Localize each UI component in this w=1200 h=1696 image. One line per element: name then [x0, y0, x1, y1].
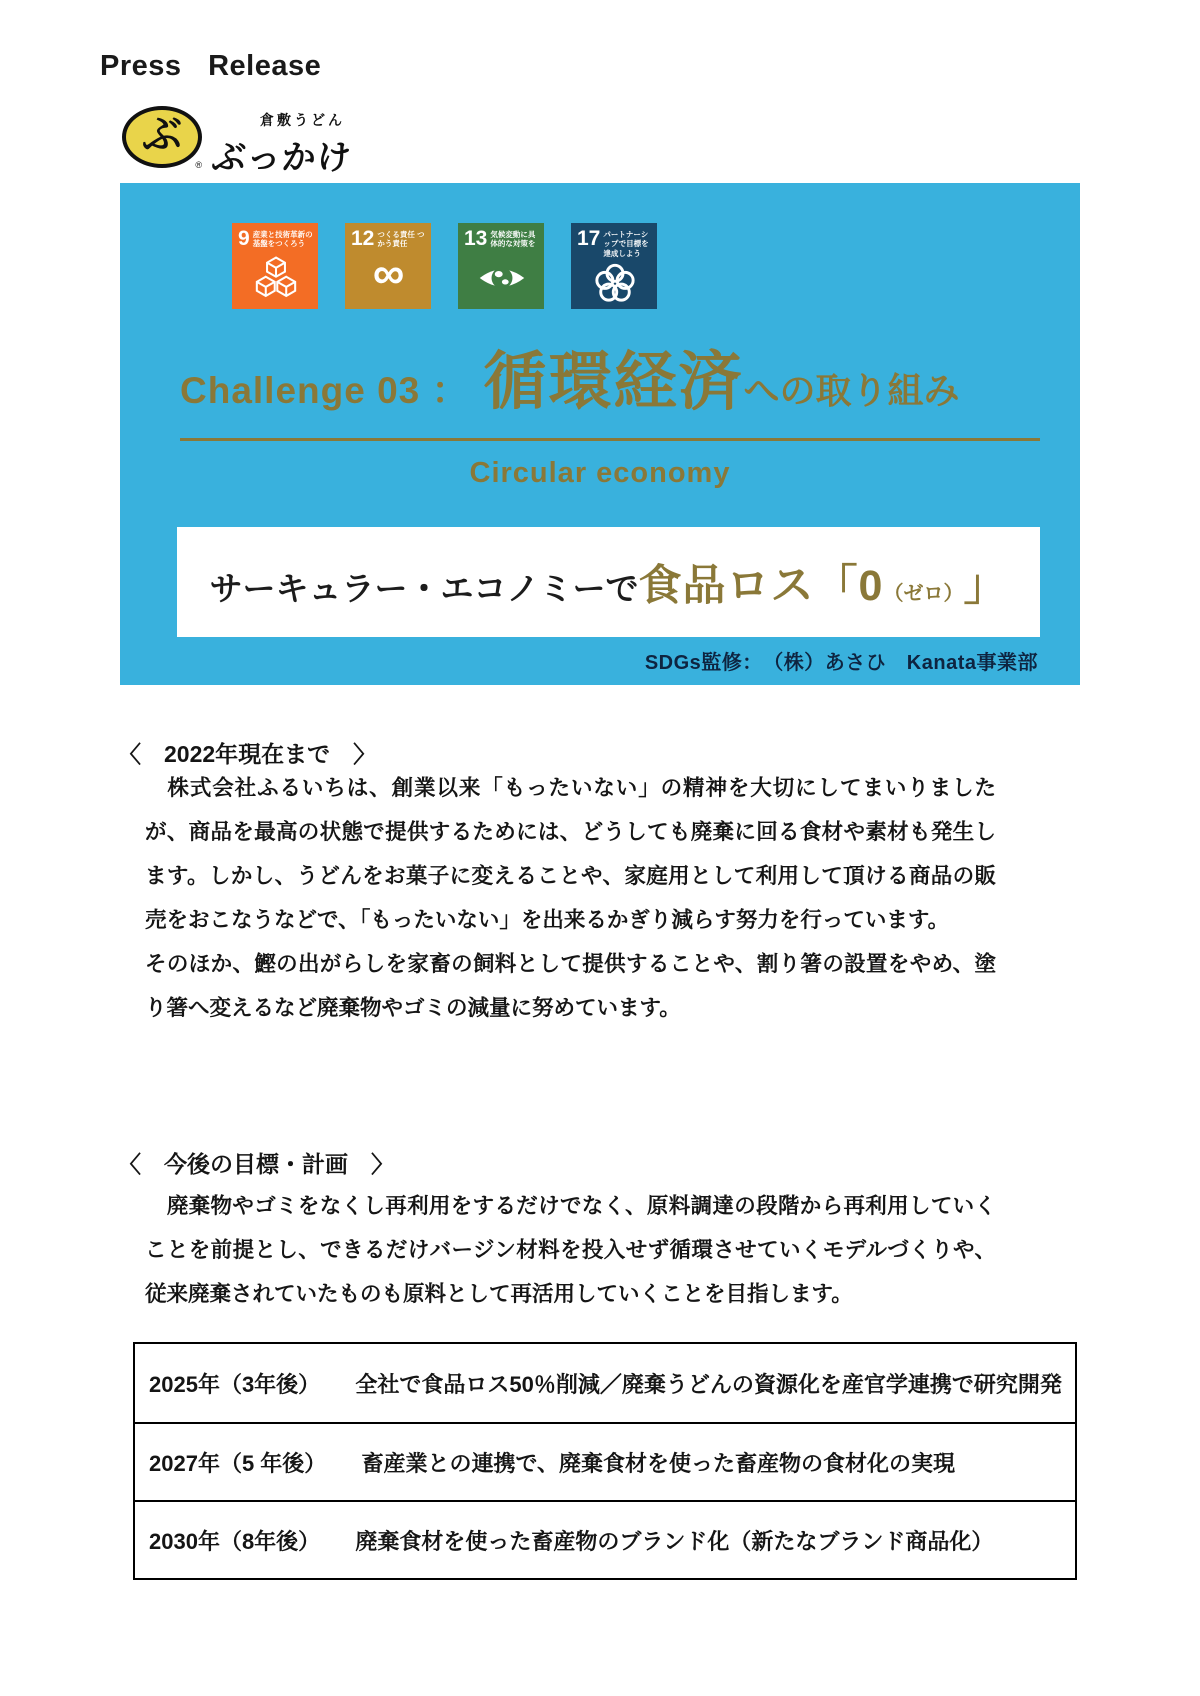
logo-text	[212, 106, 352, 179]
paragraph: 廃棄物やゴミをなくし再利用をするだけでなく、原料調達の段階から再利用していくことを前提とし、できるだけバージン材料を投入せず循環させていくモデルづくりや、従来廃棄されていたものも原料として再活用していくことを目指します。	[145, 1194, 996, 1306]
sdg-goal-13-tile	[458, 223, 544, 309]
circular-economy-subtitle: Circular economy	[469, 457, 731, 489]
sdg-goal-9-tile	[232, 223, 318, 309]
logo-subtitle: 倉敷うどん	[260, 112, 345, 128]
milestone-text: 畜産業との連携で、廃棄食材を使った畜産物の食材化の実現	[361, 1450, 956, 1476]
challenge-main-title: 循環経済	[483, 347, 744, 417]
sdg-goal-12-header	[351, 228, 426, 249]
sdg-banner	[120, 183, 1080, 685]
future-goals-body	[145, 1184, 996, 1316]
sdg-goal-13-header	[464, 228, 539, 249]
table-row-2027	[135, 1422, 1075, 1500]
climate-eye-globe-icon	[464, 249, 539, 306]
table-row-2030	[135, 1500, 1075, 1578]
food-loss-zero-text	[210, 552, 1008, 613]
page-title: Press Release	[100, 50, 322, 82]
section-heading-current-status: 〈 2022年現在まで 〉	[118, 741, 377, 767]
paragraph: 株式会社ふるいちは、創業以来「もったいない」の精神を大切にしてまいりましたが、商品を最高の状態で提供するためには、どうしても廃棄に回る食材や素材も発生します。しかし、うどんをお菓子に変えることや、家庭用として利用して頂ける商品の販売をおこなうなどで、「もったいない」を出来るかぎり減らす努力を行っています。	[145, 776, 996, 932]
sdg-goal-12-label: つくる責任 つかう責任	[377, 230, 425, 249]
challenge-title	[180, 331, 1040, 441]
partnership-rings-icon	[577, 258, 652, 306]
challenge-number-label: Challenge 03 ：	[180, 370, 470, 411]
sdg-goal-9-number: 9	[238, 227, 250, 250]
current-status-body	[145, 766, 996, 1030]
sdg-goal-12-number: 12	[351, 227, 375, 250]
callout-highlight-text: 食品ロス「0	[638, 561, 884, 610]
sdg-goal-13-number: 13	[464, 227, 488, 250]
industry-cubes-icon	[238, 249, 313, 306]
sdg-goal-17-tile	[571, 223, 657, 309]
challenge-title-suffix: への取り組み	[743, 370, 960, 411]
paragraph: そのほか、鰹の出がらしを家畜の飼料として提供することや、割り箸の設置をやめ、塗り箸へ変えるなど廃棄物やゴミの減量に努めています。	[145, 952, 996, 1020]
registered-trademark-icon: ®	[195, 160, 202, 170]
callout-lead-text: サーキュラー・エコノミーで	[209, 569, 639, 607]
logo-oval-mark	[122, 106, 202, 168]
sdg-goal-17-header	[577, 228, 652, 258]
infinity-loop-icon: ∞	[372, 248, 405, 298]
sdg-goal-9-header	[238, 228, 313, 249]
sdg-goal-17-label: パートナーシップで目標を達成しよう	[603, 230, 649, 258]
milestone-text: 廃棄食材を使った畜産物のブランド化（新たなブランド商品化）	[355, 1528, 994, 1554]
milestone-year: 2030年（8年後）	[149, 1528, 321, 1554]
roadmap-table	[133, 1342, 1077, 1580]
logo-brand-name: ぶっかけ	[210, 139, 354, 177]
bukkake-logo	[122, 106, 352, 179]
sdg-icons-row	[232, 223, 657, 309]
milestone-year: 2027年（5 年後）	[149, 1450, 327, 1476]
section-heading-future-goals: 〈 今後の目標・計画 〉	[118, 1151, 394, 1177]
sdg-goal-9-label: 産業と技術革新の基盤をつくろう	[252, 230, 313, 249]
sdg-goal-13-label: 気候変動に具体的な対策を	[490, 230, 536, 249]
sdg-goal-12-tile	[345, 223, 431, 309]
sdgs-supervision-credit: SDGs監修： （株）あさひ Kanata事業部	[644, 652, 1038, 674]
milestone-year: 2025年（3年後）	[149, 1371, 321, 1397]
callout-closing-bracket: 」	[963, 561, 1008, 610]
callout-zero-reading: （ゼロ）	[883, 582, 964, 605]
table-row-2025	[135, 1344, 1075, 1422]
milestone-text: 全社で食品ロス50％削減／廃棄うどんの資源化を産官学連携で研究開発	[355, 1371, 1062, 1397]
food-loss-zero-callout	[177, 527, 1040, 637]
logo-bu-character: ぶ	[142, 113, 182, 157]
sdg-goal-17-number: 17	[577, 227, 601, 250]
